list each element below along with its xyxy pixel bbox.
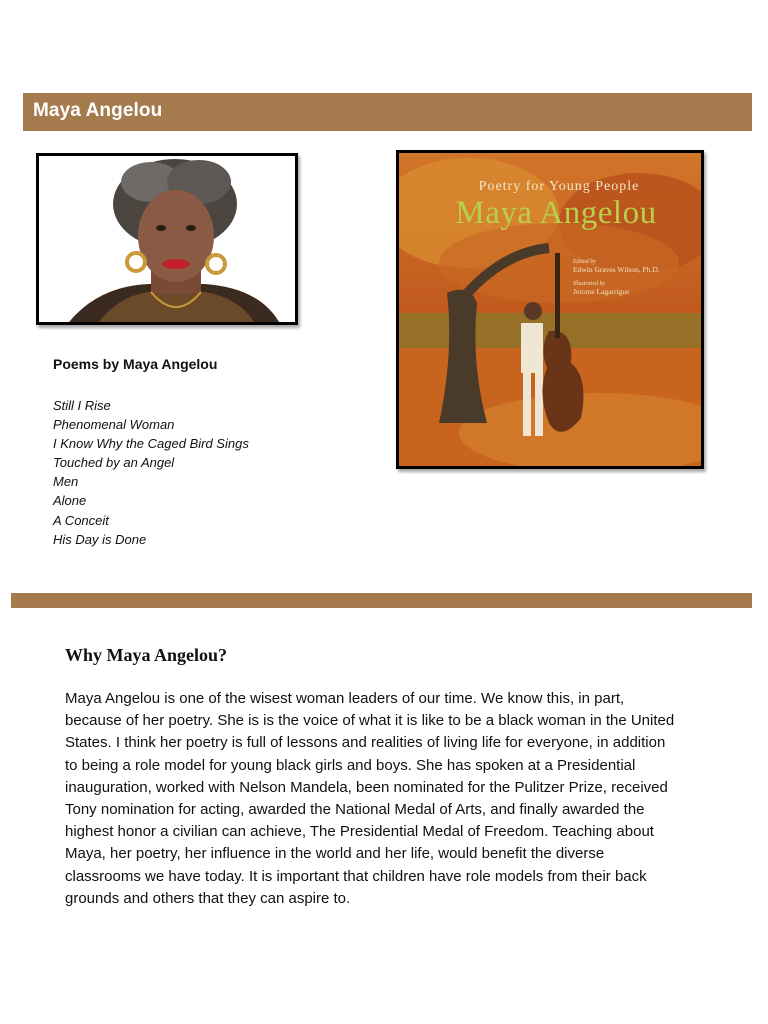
cover-title: Maya Angelou — [455, 195, 657, 231]
editor-name: Edwin Graves Wilson, Ph.D. — [573, 264, 660, 274]
poem-item: Touched by an Angel — [53, 455, 175, 471]
paragraph-line: inauguration, worked with Nelson Mandela, been nominated for the Pulitzer Prize, received — [65, 778, 668, 796]
page-title: Maya Angelou — [33, 100, 163, 121]
paragraph-line: States. I think her poetry is full of lessons and realities of living life for everyone, in addition — [65, 734, 666, 752]
paragraph-line: to being a role model for young black girls and boys. She has spoken at a Presidential — [65, 756, 636, 774]
poem-item: I Know Why the Caged Bird Sings — [53, 436, 249, 452]
poem-item: Alone — [53, 493, 87, 509]
poem-item: A Conceit — [53, 512, 109, 528]
why-paragraph — [65, 688, 730, 910]
paragraph-line: because of her poetry. She is is the voice of what it is like to be a black woman in the United — [65, 712, 675, 730]
portrait-photo — [36, 153, 298, 325]
cover-illustrator-credit — [573, 281, 629, 296]
cover-editor-credit — [573, 259, 660, 274]
poem-item: Still I Rise — [53, 398, 111, 413]
poems-heading: Poems by Maya Angelou — [53, 356, 218, 372]
poems-list — [53, 396, 249, 549]
portrait-illustration — [39, 156, 295, 322]
paragraph-line: highest honor a civilian can achieve, The Presidential Medal of Freedom. Teaching about — [65, 823, 654, 841]
illustrated-by-label: Illustrated by — [573, 281, 606, 287]
paragraph-line: Maya Angelou is one of the wisest woman leaders of our time. We know this, in part, — [65, 690, 625, 707]
section-divider — [11, 593, 752, 608]
edited-by-label: Edited by — [573, 259, 596, 265]
poem-item: Men — [53, 474, 79, 490]
paragraph-line: classrooms we have today. It is important that children have role models from their back — [65, 867, 647, 885]
title-bar — [23, 93, 752, 131]
poem-item: His Day is Done — [53, 531, 147, 547]
cover-subtitle: Poetry for Young People — [478, 179, 640, 194]
paragraph-line: Tony nomination for acting, awarded the National Medal of Arts, and finally awarded the — [65, 801, 645, 819]
paragraph-line: Maya, her poetry, her influence in the world and her life, would benefit the diverse — [65, 845, 605, 863]
paragraph-line: grounds and others that they can aspire to. — [65, 889, 351, 907]
poem-item: Phenomenal Woman — [53, 417, 175, 433]
why-heading: Why Maya Angelou? — [65, 645, 228, 665]
illustrator-name: Jerome Lagarrigue — [573, 286, 630, 296]
book-cover — [396, 150, 704, 469]
